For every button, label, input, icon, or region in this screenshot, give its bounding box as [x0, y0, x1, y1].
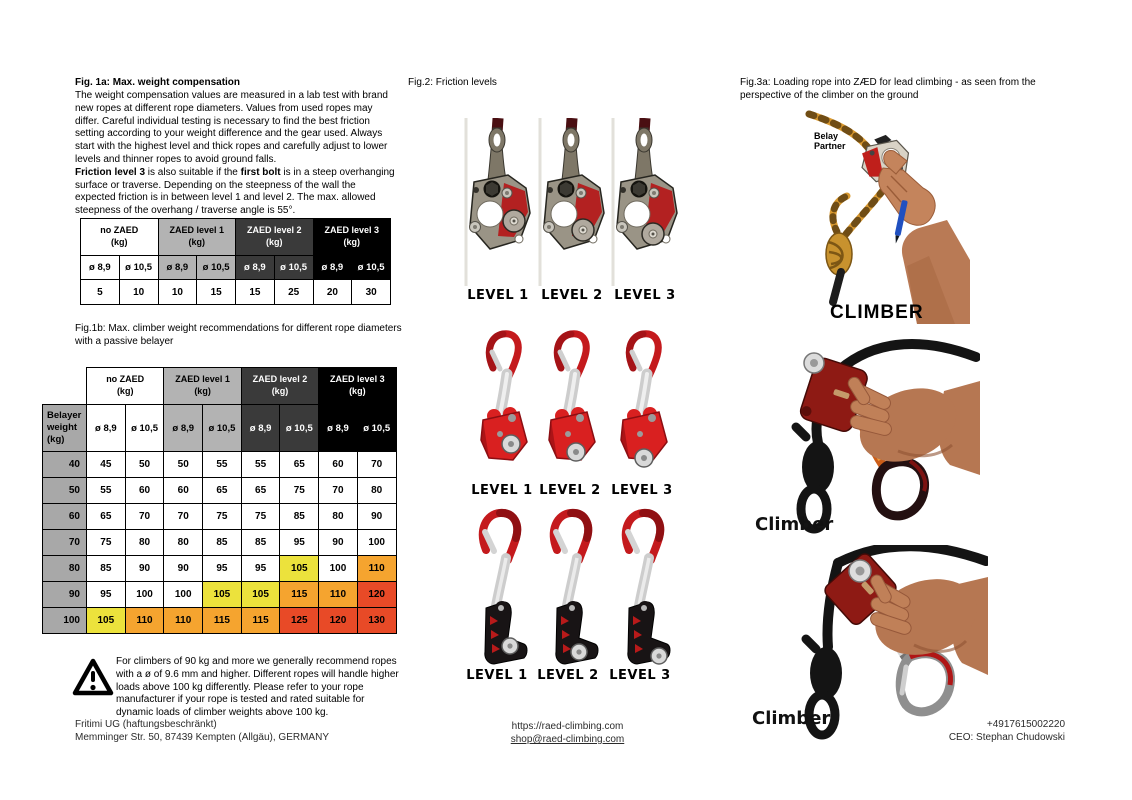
- fig3a-caption: Fig.3a: Loading rope into ZÆD for lead climbing - as seen from the perspective of the climber on the ground: [740, 77, 1036, 101]
- max-climber-weight-cell: 105: [241, 582, 280, 608]
- max-climber-weight-cell: 65: [87, 504, 126, 530]
- max-climber-weight-cell: 60: [125, 478, 164, 504]
- compensation-value-cell: 10: [119, 280, 158, 305]
- max-climber-weight-cell: 110: [125, 608, 164, 634]
- belayer-weight-row: [43, 608, 397, 634]
- level-2-label-row1: LEVEL 2: [541, 288, 603, 303]
- column-group-header: ZAED level 1 (kg): [164, 368, 241, 405]
- max-climber-weight-cell: 80: [319, 504, 358, 530]
- footer-left: [75, 718, 329, 744]
- fig3a-photo-2: [748, 333, 980, 543]
- fig1a-bold-first-bolt: first bolt: [240, 166, 281, 178]
- diameter-header: ø 8,9: [313, 256, 352, 280]
- belayer-weight-row: [43, 530, 397, 556]
- diameter-header: ø 8,9: [319, 405, 358, 452]
- max-climber-weight-cell: 65: [241, 478, 280, 504]
- max-climber-weight-cell: 100: [319, 556, 358, 582]
- fig1a-title: Fig. 1a: Max. weight compensation: [75, 77, 241, 88]
- belayer-weight-cell: 100: [43, 608, 87, 634]
- max-climber-weight-cell: 55: [241, 452, 280, 478]
- compensation-value-cell: 20: [313, 280, 352, 305]
- max-climber-weight-cell: 110: [164, 608, 203, 634]
- max-climber-weight-cell: 120: [357, 582, 396, 608]
- diameter-header: ø 10,5: [352, 256, 391, 280]
- climber-label-photo3: Climber: [752, 708, 831, 729]
- max-climber-weight-cell: 85: [280, 504, 319, 530]
- compensation-value-cell: 30: [352, 280, 391, 305]
- max-climber-weight-cell: 55: [87, 478, 126, 504]
- max-climber-weight-cell: 90: [125, 556, 164, 582]
- max-climber-weight-cell: 120: [319, 608, 358, 634]
- max-climber-weight-cell: 95: [87, 582, 126, 608]
- column-group-header: ZAED level 2 (kg): [241, 368, 318, 405]
- max-climber-weight-cell: 95: [203, 556, 242, 582]
- level-3-label-row2: LEVEL 3: [611, 483, 673, 498]
- friction-level-row2-illustration: [455, 328, 695, 480]
- diameter-header: ø 8,9: [81, 256, 120, 280]
- max-climber-weight-cell: 70: [164, 504, 203, 530]
- level-1-label-row1: LEVEL 1: [467, 288, 529, 303]
- footer-phone: +4917615002220: [986, 719, 1065, 730]
- max-climber-weight-cell: 130: [357, 608, 396, 634]
- friction-level-row1-illustration: [450, 118, 700, 286]
- max-climber-weight-cell: 70: [125, 504, 164, 530]
- max-climber-weight-cell: 125: [280, 608, 319, 634]
- diameter-header: ø 8,9: [164, 405, 203, 452]
- max-climber-weight-cell: 110: [319, 582, 358, 608]
- max-climber-weight-cell: 90: [164, 556, 203, 582]
- max-climber-weight-cell: 115: [241, 608, 280, 634]
- diameter-header: ø 10,5: [119, 256, 158, 280]
- column-group-header: ZAED level 2 (kg): [236, 219, 314, 256]
- column-group-header: no ZAED (kg): [87, 368, 164, 405]
- belayer-weight-cell: 80: [43, 556, 87, 582]
- max-climber-weight-cell: 60: [319, 452, 358, 478]
- max-climber-weight-cell: 70: [319, 478, 358, 504]
- diameter-header: ø 8,9: [236, 256, 275, 280]
- column-group-header: ZAED level 1 (kg): [158, 219, 236, 256]
- level-3-label-row3: LEVEL 3: [609, 668, 671, 683]
- diameter-header: ø 8,9: [158, 256, 197, 280]
- level-3-label-row1: LEVEL 3: [614, 288, 676, 303]
- belayer-weight-cell: 90: [43, 582, 87, 608]
- diameter-header: ø 10,5: [357, 405, 396, 452]
- footer-center: [500, 720, 635, 746]
- max-climber-weight-cell: 75: [241, 504, 280, 530]
- footer-email-link[interactable]: shop@raed-climbing.com: [510, 734, 625, 745]
- diameter-header: ø 10,5: [125, 405, 164, 452]
- belayer-weight-row: [43, 504, 397, 530]
- level-2-label-row2: LEVEL 2: [539, 483, 601, 498]
- compensation-value-cell: 15: [236, 280, 275, 305]
- climber-weight-table: [42, 367, 397, 634]
- max-climber-weight-cell: 100: [125, 582, 164, 608]
- belayer-weight-row: [43, 582, 397, 608]
- hand-and-forearm: [865, 567, 988, 675]
- max-climber-weight-cell: 85: [241, 530, 280, 556]
- footer-ceo: CEO: Stephan Chudowski: [948, 732, 1065, 743]
- friction-level-row3-illustration: [455, 506, 695, 666]
- warning-text: For climbers of 90 kg and more we generally recommend ropes with a ø of 9.6 mm and higher. Different ropes will handle higher loads above 100 kg differently. Please refer to your rope manufacturer if your rope is tested and rated suitable for dynamic loads of climber weights above 100 kg.: [116, 656, 399, 719]
- max-climber-weight-cell: 80: [357, 478, 396, 504]
- diameter-header: ø 10,5: [197, 256, 236, 280]
- max-climber-weight-cell: 50: [125, 452, 164, 478]
- fig1a-paragraph-part1: The weight compensation values are measured in a lab test with brand new ropes at different rope diameters. Values from used ropes may differ. Careful individual testing is necessary to find the best friction setting according to your weight difference and the gear used. Always start with the highest level and thick ropes and carefully adjust to lower levels and thinner ropes to avoid ground falls.: [75, 90, 388, 165]
- climber-label-photo1: CLIMBER: [830, 302, 924, 323]
- belayer-weight-cell: 70: [43, 530, 87, 556]
- compensation-value-cell: 25: [274, 280, 313, 305]
- diameter-header: ø 10,5: [274, 256, 313, 280]
- fig1a-paragraph: [75, 90, 397, 218]
- belayer-weight-row: [43, 452, 397, 478]
- max-climber-weight-cell: 65: [203, 478, 242, 504]
- max-climber-weight-cell: 75: [280, 478, 319, 504]
- fig1a-bold-friction-level: Friction level 3: [75, 166, 146, 178]
- max-climber-weight-cell: 55: [203, 452, 242, 478]
- fig2-caption: Fig.2: Friction levels: [408, 77, 497, 88]
- footer-website: https://raed-climbing.com: [511, 721, 624, 732]
- belayer-weight-row: [43, 556, 397, 582]
- diameter-header: ø 8,9: [241, 405, 280, 452]
- belayer-weight-cell: 50: [43, 478, 87, 504]
- max-climber-weight-cell: 95: [280, 530, 319, 556]
- belayer-weight-cell: 40: [43, 452, 87, 478]
- max-climber-weight-cell: 90: [319, 530, 358, 556]
- footer-right: [949, 718, 1065, 744]
- column-group-header: no ZAED (kg): [81, 219, 159, 256]
- diameter-header: ø 8,9: [87, 405, 126, 452]
- compensation-value-cell: 10: [158, 280, 197, 305]
- table-corner-blank: [43, 368, 87, 405]
- fig1b-caption: Fig.1b: Max. climber weight recommendations for different rope diameters with a passive belayer: [75, 323, 402, 347]
- max-climber-weight-cell: 110: [357, 556, 396, 582]
- max-climber-weight-cell: 100: [164, 582, 203, 608]
- level-2-label-row3: LEVEL 2: [537, 668, 599, 683]
- max-climber-weight-cell: 60: [164, 478, 203, 504]
- max-climber-weight-cell: 90: [357, 504, 396, 530]
- max-climber-weight-cell: 80: [125, 530, 164, 556]
- max-climber-weight-cell: 115: [280, 582, 319, 608]
- warning-triangle-icon: [72, 658, 114, 698]
- max-climber-weight-cell: 85: [203, 530, 242, 556]
- max-climber-weight-cell: 50: [164, 452, 203, 478]
- weight-compensation-table: [80, 218, 391, 305]
- max-climber-weight-cell: 115: [203, 608, 242, 634]
- max-climber-weight-cell: 70: [357, 452, 396, 478]
- footer-address: Memminger Str. 50, 87439 Kempten (Allgäu), GERMANY: [75, 732, 329, 743]
- column-group-header: ZAED level 3 (kg): [313, 219, 391, 256]
- compensation-value-cell: 15: [197, 280, 236, 305]
- belayer-weight-row: [43, 478, 397, 504]
- max-climber-weight-cell: 65: [280, 452, 319, 478]
- footer-company: Fritimi UG (haftungsbeschränkt): [75, 719, 217, 730]
- hand-and-forearm: [879, 150, 970, 324]
- max-climber-weight-cell: 75: [87, 530, 126, 556]
- belayer-weight-cell: 60: [43, 504, 87, 530]
- fig1a-paragraph-part2: Friction level 3 is also suitable if the first bolt is in a steep overhanging surface or traverse. Depending on the steepness of the wall the expected friction is in between level 1 and level 2. The max. allowed steepness of the overhang / traverse angle is 55°.: [75, 166, 395, 217]
- max-climber-weight-cell: 105: [203, 582, 242, 608]
- max-climber-weight-cell: 75: [203, 504, 242, 530]
- column-group-header: ZAED level 3 (kg): [319, 368, 396, 405]
- level-1-label-row3: LEVEL 1: [466, 668, 528, 683]
- diameter-header: ø 10,5: [203, 405, 242, 452]
- belay-partner-label: Belay Partner: [814, 131, 846, 151]
- max-climber-weight-cell: 85: [87, 556, 126, 582]
- max-climber-weight-cell: 105: [87, 608, 126, 634]
- max-climber-weight-cell: 105: [280, 556, 319, 582]
- max-climber-weight-cell: 45: [87, 452, 126, 478]
- max-climber-weight-cell: 100: [357, 530, 396, 556]
- belayer-weight-header: Belayer weight (kg): [43, 405, 87, 452]
- max-climber-weight-cell: 80: [164, 530, 203, 556]
- max-climber-weight-cell: 95: [241, 556, 280, 582]
- compensation-value-cell: 5: [81, 280, 120, 305]
- diameter-header: ø 10,5: [280, 405, 319, 452]
- climber-label-photo2: Climber: [755, 514, 834, 535]
- level-1-label-row2: LEVEL 1: [471, 483, 533, 498]
